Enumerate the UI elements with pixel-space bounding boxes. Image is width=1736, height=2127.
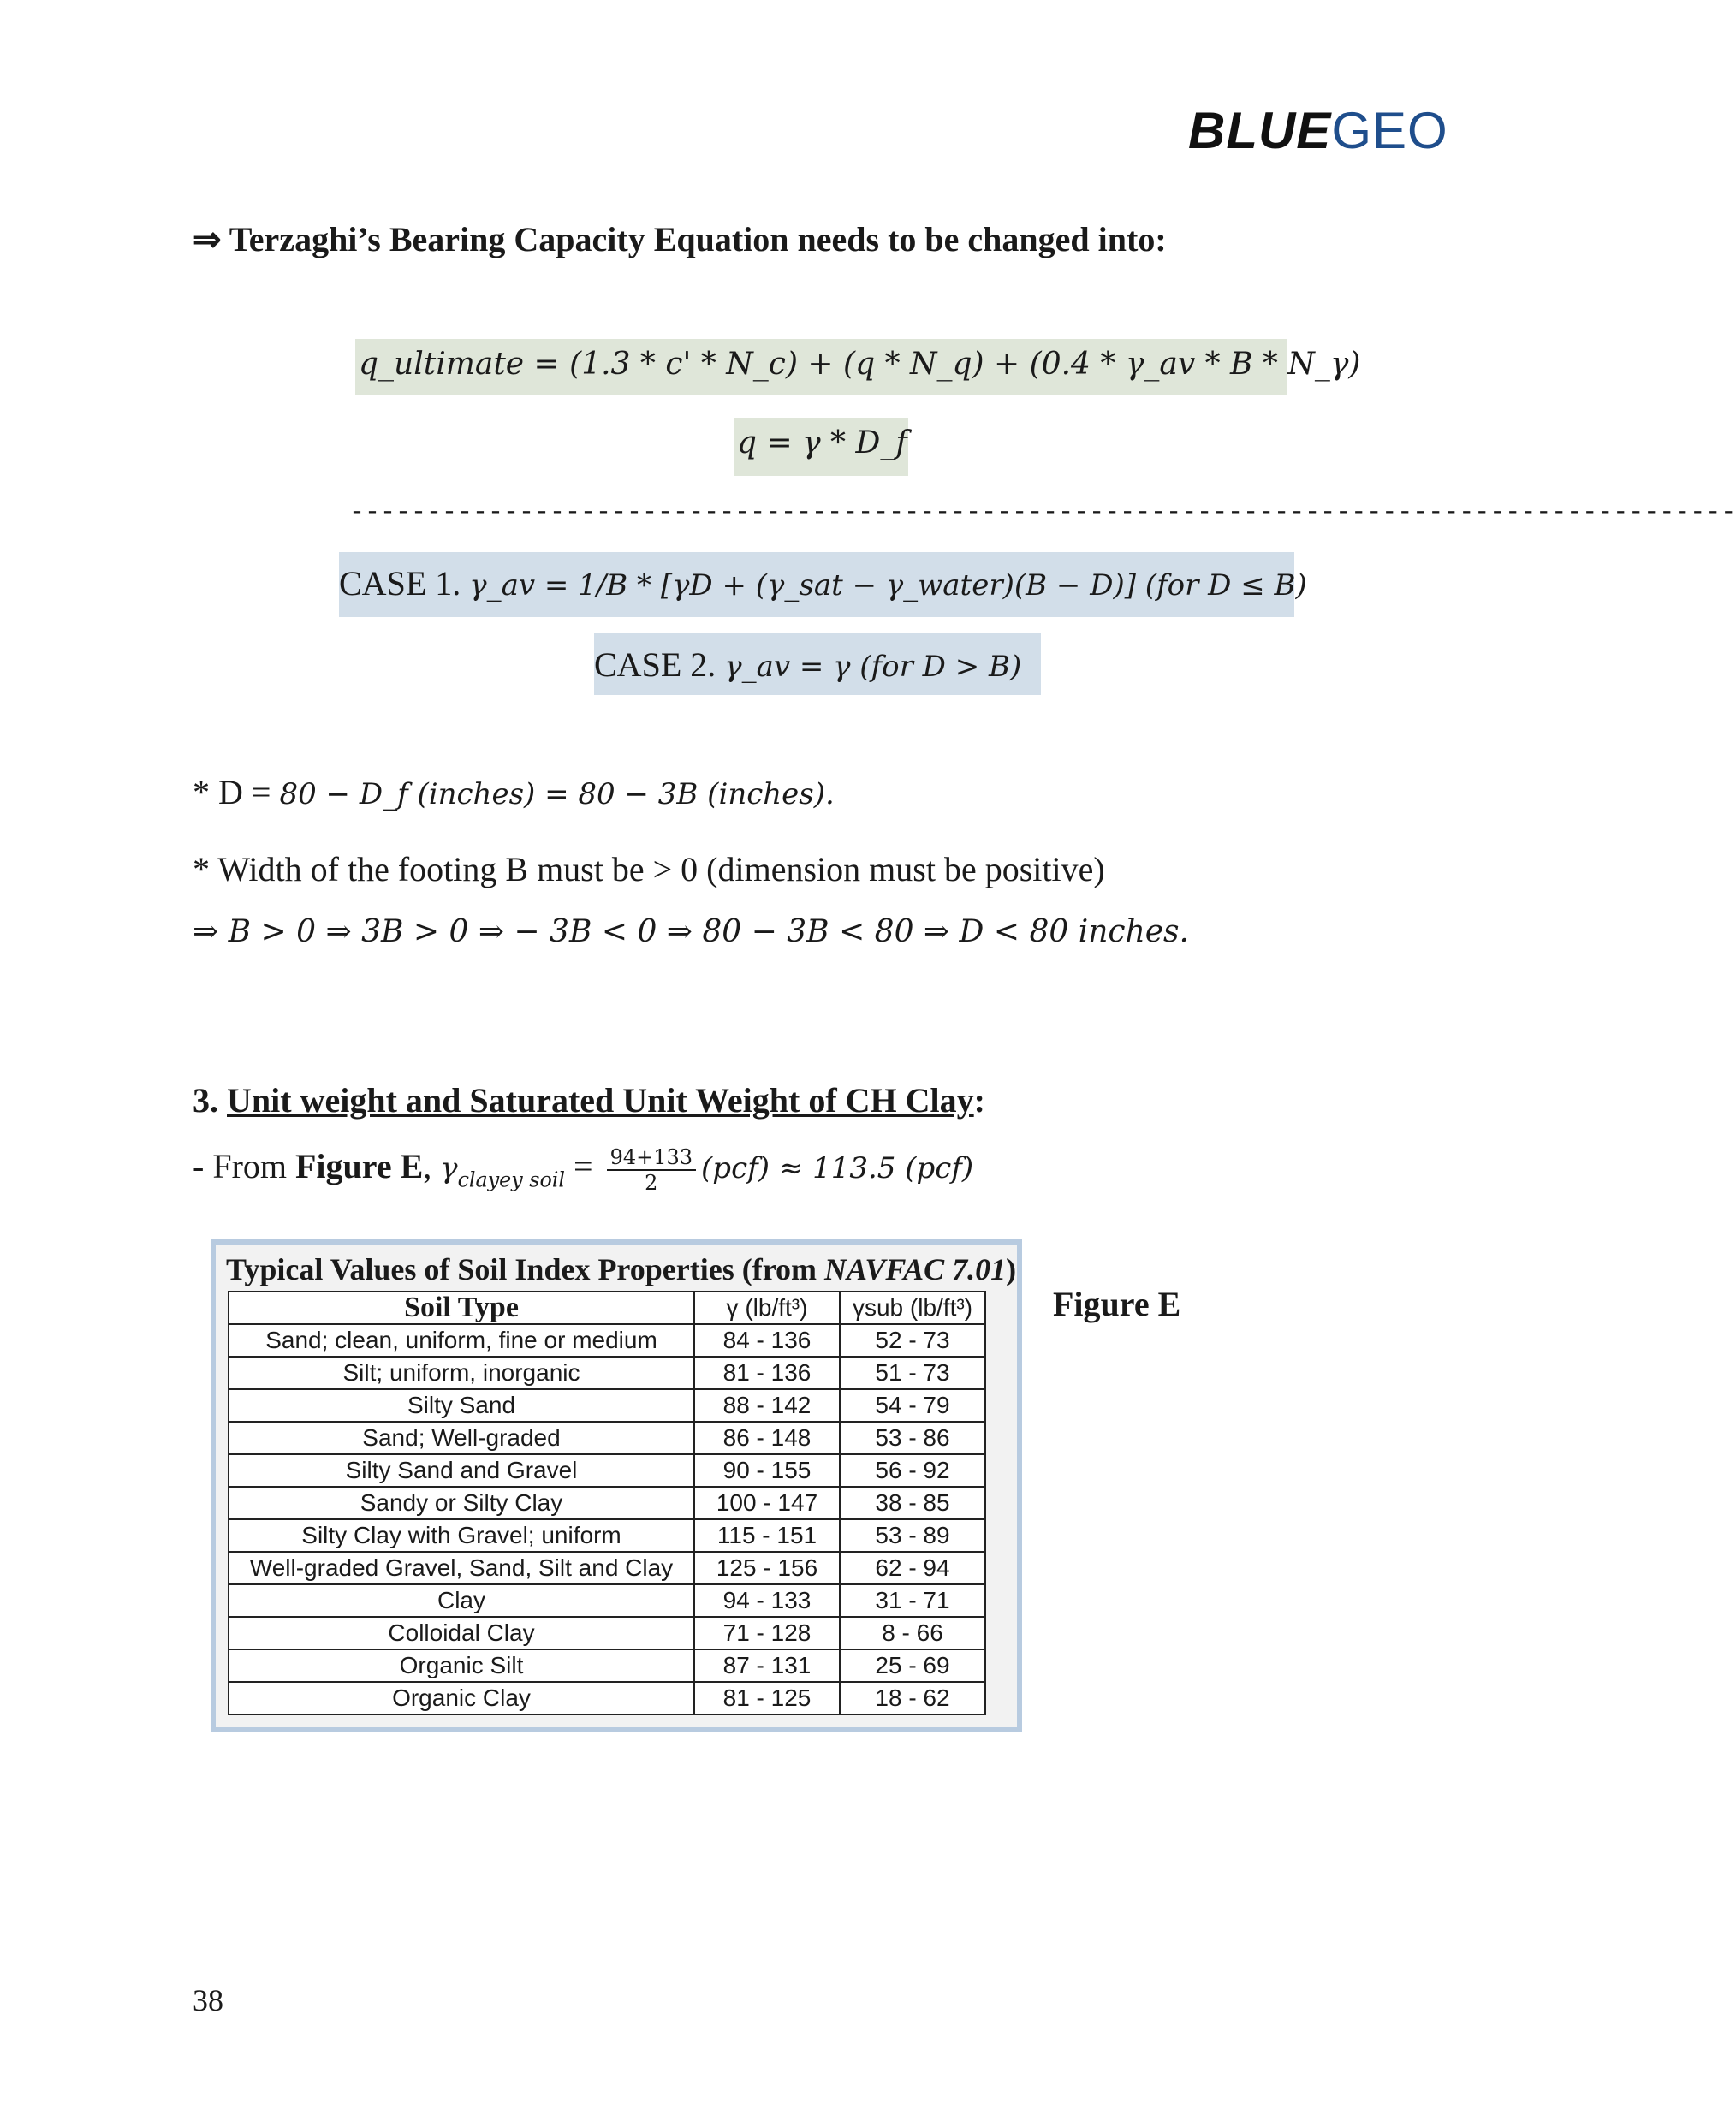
table-row: [229, 1422, 985, 1454]
header-unit-weight: γ (lb/ft³): [694, 1292, 840, 1324]
bluegeo-logo: [1188, 101, 1448, 160]
cell-submerged-unit-weight: 8 - 66: [840, 1617, 985, 1649]
note-depth: [193, 772, 835, 812]
cell-soil-type: Sandy or Silty Clay: [229, 1487, 694, 1519]
figure-label: Figure E: [1053, 1285, 1181, 1323]
section-colon: :: [973, 1081, 985, 1120]
cell-submerged-unit-weight: 62 - 94: [840, 1552, 985, 1584]
gamma: γ: [440, 1151, 458, 1186]
cell-unit-weight: 81 - 125: [694, 1682, 840, 1714]
table-row: [229, 1617, 985, 1649]
page-number: 38: [193, 1983, 223, 2017]
cell-soil-type: Sand; Well-graded: [229, 1422, 694, 1454]
equation-text: q = γ * D_f: [737, 425, 907, 460]
figure-reference: Figure E: [295, 1147, 424, 1186]
cell-submerged-unit-weight: 18 - 62: [840, 1682, 985, 1714]
cell-submerged-unit-weight: 53 - 89: [840, 1519, 985, 1552]
cell-unit-weight: 100 - 147: [694, 1487, 840, 1519]
cell-submerged-unit-weight: 31 - 71: [840, 1584, 985, 1617]
table-row: [229, 1682, 985, 1714]
case-1-expression: γ_av = 1/B * [γD + (γ_sat − γ_water)(B − D)] (for D ≤ B): [469, 568, 1307, 603]
case-2-expression: γ_av = γ (for D > B): [724, 650, 1022, 684]
cell-soil-type: Colloidal Clay: [229, 1617, 694, 1649]
case-1-label: CASE 1.: [339, 564, 461, 603]
cell-unit-weight: 71 - 128: [694, 1617, 840, 1649]
table-row: [229, 1324, 985, 1357]
table-row: [229, 1649, 985, 1682]
fraction-denominator: 2: [645, 1171, 658, 1195]
comma: ,: [423, 1147, 432, 1186]
cell-soil-type: Silty Sand and Gravel: [229, 1454, 694, 1487]
figure-title-source: NAVFAC 7.01: [824, 1252, 1007, 1286]
cell-unit-weight: 94 - 133: [694, 1584, 840, 1617]
section-number: 3.: [193, 1081, 218, 1120]
header-submerged-unit-weight: γsub (lb/ft³): [840, 1292, 985, 1324]
section-title-text: Unit weight and Saturated Unit Weight of CH Clay: [227, 1081, 974, 1120]
gamma-symbol: [440, 1151, 566, 1192]
cell-submerged-unit-weight: 38 - 85: [840, 1487, 985, 1519]
section-heading: ⇒ Terzaghi’s Bearing Capacity Equation needs to be changed into:: [193, 220, 1167, 258]
note-inequality: ⇒ B > 0 ⇒ 3B > 0 ⇒ − 3B < 0 ⇒ 80 − 3B < 80 ⇒ D < 80 inches.: [193, 914, 1189, 949]
cell-soil-type: Well-graded Gravel, Sand, Silt and Clay: [229, 1552, 694, 1584]
unit-weight-calculation: [193, 1145, 973, 1195]
note-depth-prefix: * D =: [193, 773, 280, 811]
from-prefix: - From: [193, 1147, 295, 1186]
logo-bold-part: BLUE: [1188, 102, 1332, 159]
table-row: [229, 1357, 985, 1389]
cell-unit-weight: 125 - 156: [694, 1552, 840, 1584]
cell-submerged-unit-weight: 25 - 69: [840, 1649, 985, 1682]
header-soil-type: Soil Type: [229, 1292, 694, 1324]
figure-title-suffix: ): [1006, 1252, 1017, 1286]
table-row: [229, 1584, 985, 1617]
case-1-box: [339, 552, 1307, 617]
cell-unit-weight: 84 - 136: [694, 1324, 840, 1357]
soil-properties-table: [228, 1291, 986, 1715]
figure-e-table-panel: [211, 1239, 1022, 1732]
cell-soil-type: Silt; uniform, inorganic: [229, 1357, 694, 1389]
cell-soil-type: Silty Clay with Gravel; uniform: [229, 1519, 694, 1552]
logo-light-part: GEO: [1331, 102, 1448, 159]
case-2-box: [594, 633, 1041, 695]
cell-unit-weight: 86 - 148: [694, 1422, 840, 1454]
table-header-row: [229, 1292, 985, 1324]
cell-submerged-unit-weight: 54 - 79: [840, 1389, 985, 1422]
note-depth-expression: 80 − D_f (inches) = 80 − 3B (inches).: [279, 777, 835, 811]
cell-unit-weight: 87 - 131: [694, 1649, 840, 1682]
table-row: [229, 1487, 985, 1519]
cell-submerged-unit-weight: 53 - 86: [840, 1422, 985, 1454]
cell-unit-weight: 81 - 136: [694, 1357, 840, 1389]
table-row: [229, 1389, 985, 1422]
fraction-numerator: 94+133: [607, 1145, 696, 1171]
table-row: [229, 1552, 985, 1584]
cell-soil-type: Organic Silt: [229, 1649, 694, 1682]
ultimate-capacity-equation: [355, 339, 1361, 395]
cell-soil-type: Clay: [229, 1584, 694, 1617]
cell-soil-type: Silty Sand: [229, 1389, 694, 1422]
cell-soil-type: Organic Clay: [229, 1682, 694, 1714]
calculation-result: (pcf) ≈ 113.5 (pcf): [701, 1151, 974, 1186]
table-row: [229, 1519, 985, 1552]
divider: ------------------------------------------------------------------------------------------: [349, 498, 1736, 527]
cell-soil-type: Sand; clean, uniform, fine or medium: [229, 1324, 694, 1357]
cell-unit-weight: 88 - 142: [694, 1389, 840, 1422]
cell-unit-weight: 90 - 155: [694, 1454, 840, 1487]
overburden-equation: [734, 418, 908, 476]
cell-submerged-unit-weight: 51 - 73: [840, 1357, 985, 1389]
figure-title: [226, 1251, 1016, 1287]
fraction: [607, 1145, 696, 1195]
cell-submerged-unit-weight: 52 - 73: [840, 1324, 985, 1357]
cell-submerged-unit-weight: 56 - 92: [840, 1454, 985, 1487]
equation-text: q_ultimate = (1.3 * c' * N_c) + (q * N_q) + (0.4 * γ_av * B * N_γ): [359, 347, 1361, 382]
cell-unit-weight: 115 - 151: [694, 1519, 840, 1552]
section-3-title: [193, 1080, 985, 1120]
note-width: * Width of the footing B must be > 0 (dimension must be positive): [193, 850, 1105, 888]
figure-title-prefix: Typical Values of Soil Index Properties (from: [226, 1252, 825, 1286]
table-row: [229, 1454, 985, 1487]
equals: =: [574, 1147, 593, 1186]
case-2-label: CASE 2.: [594, 645, 716, 684]
gamma-subscript: clayey soil: [457, 1167, 566, 1192]
